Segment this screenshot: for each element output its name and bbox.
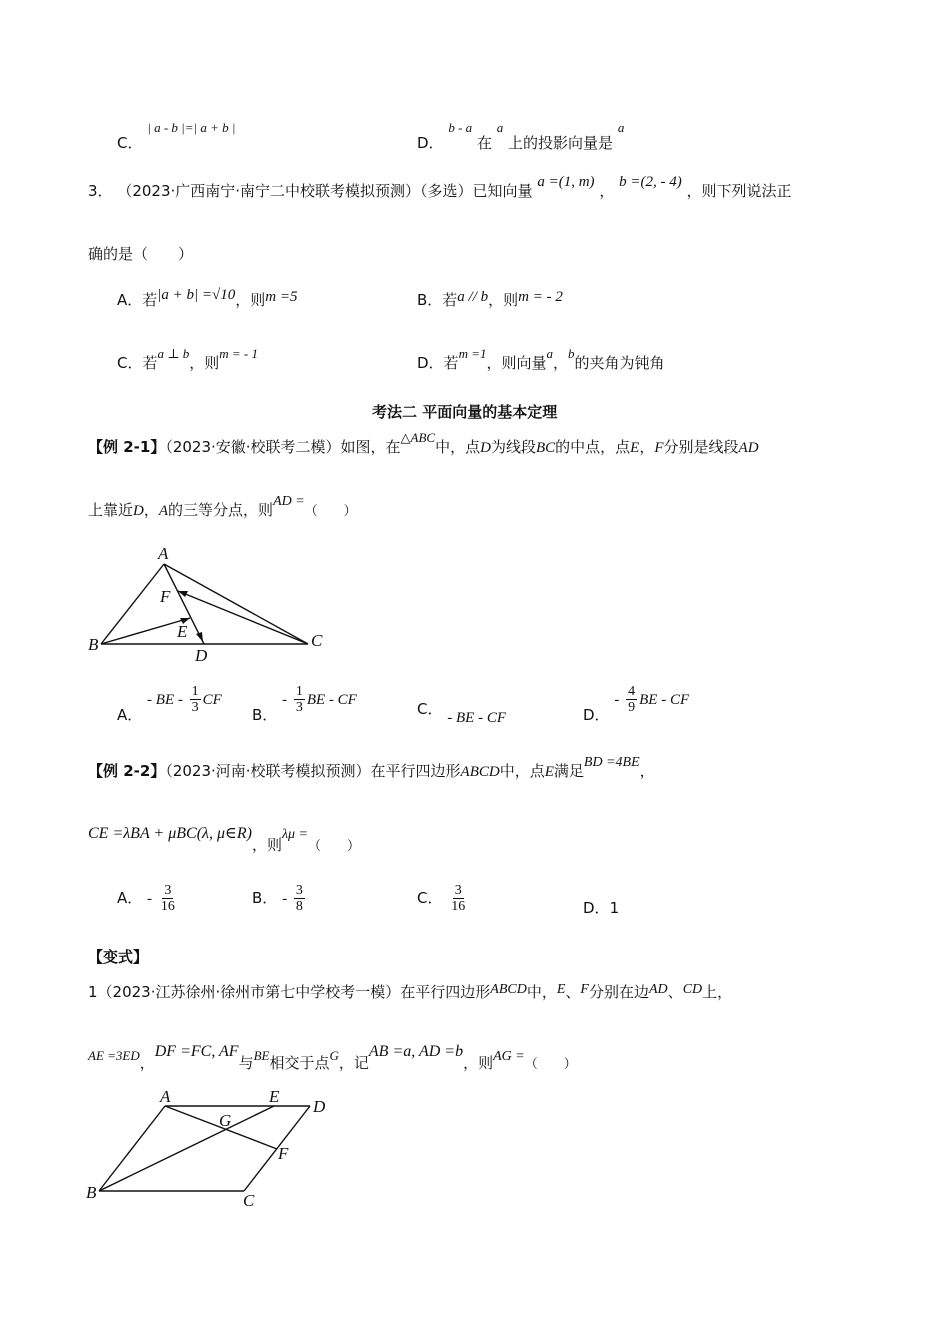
ex21-option-d: [583, 684, 690, 724]
q3-option-d: [417, 346, 665, 373]
numerator: 1: [191, 684, 199, 699]
vector-a: a: [496, 120, 504, 135]
label-b: B: [88, 635, 99, 654]
question-text: 中，: [526, 983, 557, 1001]
numerator: 4: [628, 684, 636, 699]
segment-ad: AD: [649, 982, 668, 997]
segment-ba: [99, 1106, 165, 1191]
vector-a: a: [546, 346, 553, 361]
numerator: 3: [454, 883, 462, 898]
denominator: 16: [160, 899, 175, 914]
v1-stem-line2: [88, 1043, 577, 1072]
label-c: C: [243, 1191, 255, 1210]
option-label: B．: [252, 889, 278, 907]
fraction: [626, 684, 637, 715]
option-expression: |a + b| =√10: [157, 287, 236, 303]
point-f: F: [654, 440, 664, 456]
label-g: G: [219, 1111, 232, 1130]
punctuation: ，: [639, 438, 655, 456]
punctuation: ，: [139, 1054, 155, 1072]
option-value: 1: [609, 899, 620, 917]
condition-expression: BD =4BE: [583, 755, 640, 770]
option-expression: b - a: [448, 120, 473, 135]
ex21-option-c: [417, 698, 506, 726]
option-result: m = - 2: [518, 289, 563, 305]
ex22-option-d: [583, 897, 619, 918]
question-text: （2023·安徽·校联考二模）如图，在: [165, 438, 401, 456]
example-tag: 【例 2-2】: [88, 762, 166, 780]
fraction: [159, 883, 177, 914]
label-a: A: [158, 544, 169, 563]
point-d: D: [133, 503, 144, 519]
fraction: [190, 684, 201, 715]
q2-option-c: [117, 120, 236, 152]
label-b: B: [86, 1183, 97, 1202]
ex21-option-b: [252, 684, 357, 724]
condition-expression: AE =3ED: [88, 1048, 140, 1063]
option-text: 在: [476, 134, 492, 152]
q3-option-b: [417, 289, 563, 310]
option-text: ，则向量: [486, 354, 547, 372]
punctuation: ，: [599, 182, 615, 200]
numerator: 3: [295, 883, 303, 898]
question-text: 相交于点: [269, 1054, 330, 1072]
answer-blank: （ ）: [524, 1057, 577, 1072]
vector-b-definition: b =(2, - 4): [619, 174, 682, 190]
option-expression: a // b: [457, 289, 489, 305]
question-expression: AD =: [273, 494, 305, 509]
point-d: D: [480, 440, 491, 456]
question-text: （2023·江苏徐州·徐州市第七中学校考一模）在平行四边形: [97, 983, 491, 1001]
option-text: 的夹角为钝角: [574, 354, 665, 372]
option-expression: BE - CF: [306, 692, 357, 708]
segment-bc: BC: [535, 440, 556, 456]
option-label: C．若: [117, 354, 158, 372]
option-label: A．: [117, 706, 143, 724]
option-label: C．: [417, 700, 443, 718]
parallelogram-figure: [80, 1085, 340, 1215]
ex22-option-b: [252, 883, 307, 914]
option-result: m = - 1: [219, 346, 258, 361]
point-e: E: [556, 982, 566, 997]
q3-stem-line2: 确的是（ ）: [88, 245, 194, 263]
option-text: ，则: [235, 291, 266, 309]
punctuation: ，: [143, 501, 159, 519]
decomposition-expression: CE =λBA + μBC(λ, μ∈R): [88, 825, 252, 842]
option-expression: -: [614, 692, 620, 708]
parallelogram-abcd: ABCD: [490, 982, 527, 997]
q3-option-c: [117, 346, 258, 373]
arrowhead-ad: [196, 632, 203, 642]
denominator: 9: [628, 700, 636, 715]
q3-option-a: [117, 289, 297, 310]
triangle-figure: [80, 540, 340, 670]
question-text: 满足: [553, 762, 584, 780]
numerator: 1: [295, 684, 303, 699]
option-expression: - BE -: [147, 692, 183, 708]
point-e: E: [630, 440, 640, 456]
triangle-abc: △ABC: [400, 430, 436, 445]
label-c: C: [311, 631, 323, 650]
denominator: 8: [295, 899, 303, 914]
question-text: （2023·河南·校联考模拟预测）在平行四边形: [165, 762, 461, 780]
fraction: [294, 883, 305, 914]
q3-stem-line1: [88, 174, 792, 201]
option-expression: - BE - CF: [447, 710, 506, 726]
ex22-option-c: [417, 883, 469, 914]
point-e: E: [544, 764, 554, 780]
question-text: ，则下列说法正: [686, 182, 792, 200]
ex21-stem-line1: [88, 430, 759, 457]
segment-ab: [101, 564, 164, 644]
question-text: 分别在边: [588, 983, 649, 1001]
punctuation: 、: [667, 983, 683, 1001]
minus-sign: -: [147, 891, 153, 907]
label-e: E: [177, 622, 188, 641]
option-label: A．: [117, 889, 143, 907]
ex22-stem-line1: [88, 755, 655, 781]
vector-b: b: [568, 346, 575, 361]
question-number: 1: [88, 983, 98, 1001]
ex22-stem-line2: [88, 822, 361, 854]
punctuation: ，: [639, 762, 655, 780]
label-a: A: [160, 1087, 171, 1106]
fraction: [294, 684, 305, 715]
v1-stem-line1: [88, 981, 732, 1002]
question-text: 上，: [702, 983, 733, 1001]
option-label: B．: [252, 706, 278, 724]
question-expression: AG =: [493, 1049, 525, 1064]
label-d: D: [313, 1097, 326, 1116]
answer-blank: （ ）: [304, 504, 357, 519]
option-text: 上的投影向量是: [508, 134, 614, 152]
denominator: 16: [451, 899, 466, 914]
option-label: D．: [417, 134, 444, 152]
option-label: A．若: [117, 291, 158, 309]
question-text: 中，点: [499, 762, 545, 780]
question-text: ，则: [251, 836, 282, 854]
punctuation: ，: [553, 354, 569, 372]
definition-expression: AB =a, AD =b: [368, 1043, 464, 1060]
label-f: F: [278, 1144, 289, 1163]
question-text: 的中点，点: [555, 438, 631, 456]
point-a: A: [158, 503, 169, 519]
vector-a: a: [617, 120, 625, 135]
option-label: D．: [583, 899, 610, 917]
option-expression: m =1: [458, 346, 487, 361]
question-text: 分别是线段: [663, 438, 739, 456]
question-text: 为线段: [490, 438, 536, 456]
section-title: 考法二 平面向量的基本定理: [372, 403, 558, 421]
label-f: F: [160, 587, 171, 606]
question-expression: λμ =: [281, 827, 308, 842]
ex21-option-a: [117, 684, 222, 724]
option-text: ，则: [189, 354, 220, 372]
label-e: E: [269, 1087, 280, 1106]
fraction: [449, 883, 467, 914]
option-label: D．: [583, 706, 610, 724]
ex21-stem-line2: [88, 494, 357, 520]
option-expression: CF: [202, 692, 222, 708]
question-text: 的三等分点，则: [168, 501, 274, 519]
point-g: G: [329, 1048, 339, 1063]
punctuation: 、: [565, 983, 581, 1001]
answer-blank: （ ）: [308, 839, 361, 854]
segment-cd: CD: [682, 982, 703, 997]
condition-expression: DF =FC, AF: [154, 1043, 239, 1060]
question-text: ，则: [463, 1054, 494, 1072]
vector-a-definition: a =(1, m): [537, 174, 595, 190]
question-text: 与: [238, 1054, 254, 1072]
segment-be: [99, 1106, 274, 1191]
point-f: F: [580, 982, 589, 997]
variant-title: 【变式】: [88, 948, 149, 966]
question-text: 上靠近: [88, 501, 134, 519]
question-text: ，记: [338, 1054, 369, 1072]
ex22-option-a: [117, 883, 179, 914]
option-result: m =5: [265, 289, 298, 305]
question-number: 3．: [88, 182, 113, 200]
question-text: 中，点: [435, 438, 481, 456]
option-label: C．: [117, 134, 143, 152]
question-text: （2023·广西南宁·南宁二中校联考模拟预测）（多选）已知向量: [117, 182, 533, 200]
option-label: C．: [417, 889, 443, 907]
q2-option-d: [417, 120, 625, 152]
example-tag: 【例 2-1】: [88, 438, 166, 456]
option-expression: a ⊥ b: [157, 346, 190, 361]
label-d: D: [195, 646, 208, 665]
segment-ad: AD: [738, 440, 759, 456]
denominator: 3: [191, 700, 199, 715]
option-expression: BE - CF: [639, 692, 690, 708]
option-label: D．若: [417, 354, 459, 372]
denominator: 3: [295, 700, 303, 715]
vector-cf: [178, 591, 308, 644]
minus-sign: -: [282, 891, 288, 907]
option-expression: -: [282, 692, 288, 708]
option-text: ，则: [488, 291, 519, 309]
numerator: 3: [164, 883, 172, 898]
option-expression: | a - b |=| a + b |: [147, 120, 236, 135]
option-label: B．若: [417, 291, 458, 309]
parallelogram-abcd: ABCD: [460, 764, 500, 780]
segment-be: BE: [253, 1048, 270, 1063]
